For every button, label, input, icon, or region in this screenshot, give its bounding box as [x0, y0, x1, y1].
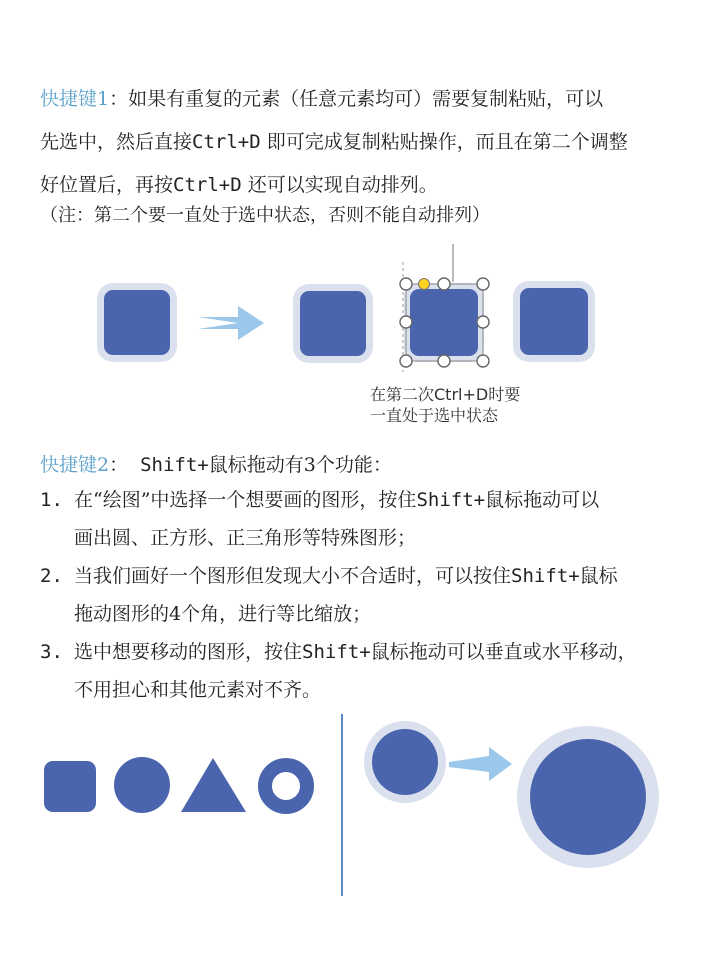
handle-top-right	[477, 278, 489, 290]
list-item-text: 在“绘图”中选择一个想要画的图形，按住	[74, 489, 417, 511]
handle-left	[400, 316, 412, 328]
diagram1-caption	[370, 384, 520, 426]
handle-top	[438, 278, 450, 290]
shortcut1-note: （注：第二个要一直处于选中状态，否则不能自动排列）	[40, 205, 490, 226]
copy3-square	[520, 288, 588, 355]
large-circle	[530, 739, 646, 855]
shortcut2-label: 快捷键2	[40, 454, 110, 476]
caption-line1: 在第二次Ctrl+D时要	[370, 385, 521, 404]
shortcut1-sep: ：	[109, 88, 129, 110]
shape-circle	[114, 757, 170, 813]
shape-rounded-square	[44, 761, 96, 812]
handle-bottom-right	[477, 355, 489, 367]
list-item-text-line2: 拖动图形的4个角，进行等比缩放；	[74, 603, 372, 625]
handle-bottom	[438, 355, 450, 367]
original-square	[104, 290, 170, 355]
diagram2-shapes	[44, 757, 307, 813]
list-item-text: 鼠标拖动可以	[485, 489, 600, 511]
caption-line2: 一直处于选中状态	[370, 406, 499, 425]
shortcut1-text-line3a: 好位置后，再按	[40, 174, 174, 196]
shortcut1-text-line3b: 还可以实现自动排列。	[241, 174, 438, 196]
shortcut1-text-line1: 如果有重复的元素（任意元素均可）需要复制粘贴，可以	[128, 88, 604, 110]
list-item	[40, 557, 710, 633]
list-item-number: 3.	[40, 641, 63, 663]
list-item-text: 当我们画好一个图形但发现大小不合适时，可以按住	[74, 565, 512, 587]
arrow-right-icon	[198, 306, 264, 340]
shape-triangle	[181, 758, 246, 812]
list-item-number: 2.	[40, 565, 63, 587]
diagram1	[97, 244, 595, 372]
list-item	[40, 481, 710, 557]
arrow-right-icon-2	[449, 747, 512, 781]
shape-ring	[265, 765, 307, 807]
shortcut2-list	[40, 481, 710, 709]
shortcut1-label: 快捷键1	[40, 88, 110, 110]
copy2-square	[410, 289, 478, 356]
shortcut2-key-shift: Shift+	[140, 454, 209, 476]
list-item-number: 1.	[40, 489, 63, 511]
list-item-key: Shift+	[302, 641, 371, 663]
shortcut2-text: 鼠标拖动有3个功能：	[208, 454, 392, 476]
shortcut1-text-line2b: 即可完成复制粘贴操作，而且在第二个调整	[260, 131, 628, 153]
handle-bottom-left	[400, 355, 412, 367]
shortcut1-key-ctrl-d-2: Ctrl+D	[173, 174, 242, 196]
adjust-handle-yellow	[419, 279, 430, 290]
list-item-key: Shift+	[416, 489, 486, 511]
list-item-text-line2: 画出圆、正方形、正三角形等特殊图形；	[74, 527, 417, 549]
list-item-text: 鼠标	[579, 565, 618, 587]
shortcut1-text-line2a: 先选中，然后直接	[40, 131, 193, 153]
small-circle	[372, 729, 438, 795]
shortcut1-key-ctrl-d: Ctrl+D	[192, 131, 261, 153]
list-item-key: Shift+	[511, 565, 580, 587]
list-item-text: 鼠标拖动可以垂直或水平移动，	[370, 641, 637, 663]
copy1-square	[300, 291, 366, 356]
handle-right	[477, 316, 489, 328]
list-item-text-line2: 不用担心和其他元素对不齐。	[74, 679, 322, 701]
list-item	[40, 633, 710, 709]
shortcut2-sep: ：	[109, 454, 129, 476]
handle-top-left	[400, 278, 412, 290]
diagram3-scaling	[364, 721, 659, 868]
list-item-text: 选中想要移动的图形，按住	[74, 641, 303, 663]
